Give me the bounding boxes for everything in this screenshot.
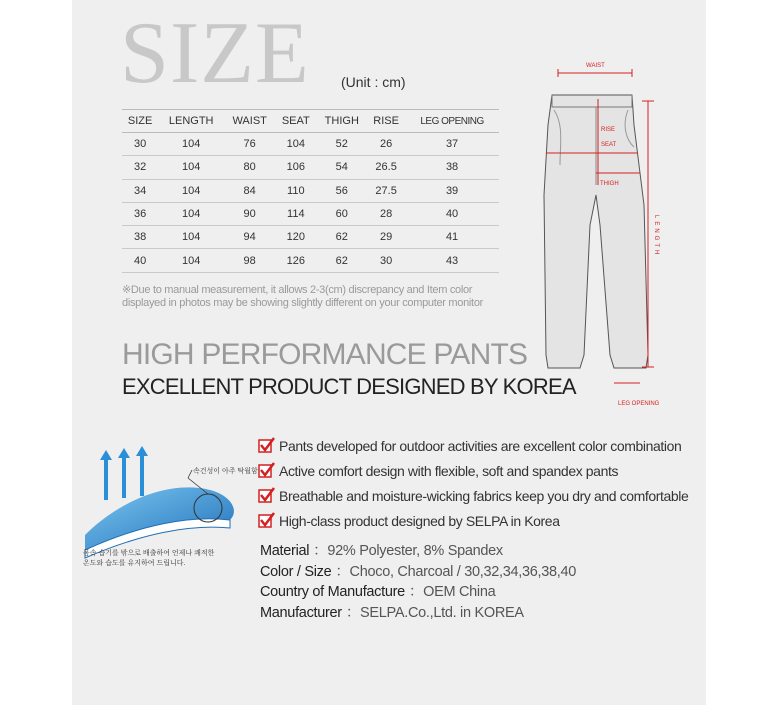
- checkbox-check-icon: [258, 462, 275, 479]
- spec-country: [260, 582, 680, 603]
- leg-opening-label: LEG OPENING: [618, 401, 660, 407]
- table-cell: 28: [367, 202, 405, 225]
- waist-label: WAIST: [586, 63, 605, 69]
- header-waist: WAIST: [224, 110, 275, 133]
- table-cell: 36: [122, 202, 158, 225]
- length-label: LENGTH: [653, 215, 659, 258]
- pants-diagram: [530, 55, 680, 415]
- thigh-label: THIGH: [600, 181, 619, 187]
- unit-label: (Unit : cm): [341, 74, 406, 90]
- feature-list: [258, 433, 698, 533]
- table-cell: 32: [122, 156, 158, 179]
- table-cell: 52: [316, 133, 367, 156]
- table-cell: 110: [275, 179, 316, 202]
- table-row: [122, 133, 499, 156]
- measurement-note: ※Due to manual measurement, it allows 2-3(cm) discrepancy and Item color displayed in photos may be showing slightly different on your computer monitor: [122, 284, 483, 309]
- spec-label: Material: [260, 543, 310, 559]
- table-cell: 104: [158, 249, 224, 272]
- feature-text: Breathable and moisture-wicking fabrics keep you dry and comfortable: [279, 487, 689, 504]
- spec-value: ：OEM China: [408, 584, 496, 600]
- table-cell: 104: [158, 156, 224, 179]
- fabric-caption: 몸속 습기를 밖으로 배출하여 언제나 쾌적한 온도와 습도를 유지하여 드립니다.: [83, 550, 215, 567]
- subheadline: EXCELLENT PRODUCT DESIGNED BY KOREA: [122, 374, 576, 399]
- table-cell: 38: [122, 226, 158, 249]
- feature-text: Pants developed for outdoor activities are excellent color combination: [279, 437, 682, 454]
- table-cell: 40: [405, 202, 499, 225]
- checkbox-check-icon: [258, 487, 275, 504]
- table-cell: 30: [367, 249, 405, 272]
- table-cell: 106: [275, 156, 316, 179]
- table-cell: 62: [316, 249, 367, 272]
- spec-value: ：Choco, Charcoal / 30,32,34,36,38,40: [335, 563, 577, 580]
- header-thigh: THIGH: [316, 110, 367, 133]
- headline: HIGH PERFORMANCE PANTS: [122, 338, 528, 371]
- seat-label: SEAT: [601, 142, 617, 148]
- header-size: SIZE: [122, 110, 158, 133]
- table-cell: 76: [224, 133, 275, 156]
- spec-manufacturer: [260, 603, 680, 624]
- spec-material: [260, 541, 680, 562]
- table-cell: 62: [316, 226, 367, 249]
- list-item: [258, 508, 698, 533]
- feature-text: Active comfort design with flexible, soft and spandex pants: [279, 462, 619, 479]
- fabric-label: 속건성이 아주 탁월함: [193, 468, 258, 475]
- table-cell: 38: [405, 156, 499, 179]
- moisture-arrow-icon: [136, 446, 148, 496]
- table-row: [122, 226, 499, 249]
- spec-label: Color / Size: [260, 563, 332, 580]
- table-cell: 30: [122, 133, 158, 156]
- list-item: [258, 458, 698, 483]
- table-cell: 40: [122, 249, 158, 272]
- rise-label: RISE: [601, 127, 616, 133]
- table-cell: 27.5: [367, 179, 405, 202]
- table-cell: 26.5: [367, 156, 405, 179]
- moisture-arrow-icon: [100, 450, 112, 500]
- table-cell: 98: [224, 249, 275, 272]
- feature-text: High-class product designed by SELPA in Korea: [279, 512, 560, 529]
- table-cell: 41: [405, 226, 499, 249]
- table-cell: 104: [158, 179, 224, 202]
- header-seat: SEAT: [275, 110, 316, 133]
- list-item: [258, 483, 698, 508]
- table-cell: 29: [367, 226, 405, 249]
- table-cell: 126: [275, 249, 316, 272]
- table-cell: 43: [405, 249, 499, 272]
- spec-label: Country of Manufacture: [260, 584, 405, 600]
- table-cell: 26: [367, 133, 405, 156]
- size-title: SIZE: [120, 5, 310, 102]
- table-cell: 60: [316, 202, 367, 225]
- table-cell: 34: [122, 179, 158, 202]
- table-cell: 104: [158, 133, 224, 156]
- table-cell: 56: [316, 179, 367, 202]
- table-cell: 104: [158, 226, 224, 249]
- table-cell: 37: [405, 133, 499, 156]
- table-row: [122, 202, 499, 225]
- spec-color-size: [260, 562, 680, 583]
- checkbox-check-icon: [258, 437, 275, 454]
- table-header-row: [122, 110, 499, 133]
- header-leg-opening: LEG OPENING: [405, 110, 499, 133]
- moisture-arrow-icon: [118, 448, 130, 498]
- header-rise: RISE: [367, 110, 405, 133]
- table-cell: 104: [158, 202, 224, 225]
- spec-value: ：SELPA.Co.,Ltd. in KOREA: [345, 604, 524, 621]
- checkbox-check-icon: [258, 512, 275, 529]
- table-cell: 104: [275, 133, 316, 156]
- table-cell: 114: [275, 202, 316, 225]
- table-cell: 54: [316, 156, 367, 179]
- spec-label: Manufacturer: [260, 604, 342, 621]
- header-length: LENGTH: [158, 110, 224, 133]
- table-cell: 94: [224, 226, 275, 249]
- size-table: [122, 109, 499, 273]
- table-row: [122, 179, 499, 202]
- table-cell: 120: [275, 226, 316, 249]
- spec-value: ：92% Polyester, 8% Spandex: [313, 543, 503, 559]
- table-cell: 39: [405, 179, 499, 202]
- table-cell: 80: [224, 156, 275, 179]
- table-row: [122, 156, 499, 179]
- spec-list: [260, 541, 680, 623]
- list-item: [258, 433, 698, 458]
- table-row: [122, 249, 499, 272]
- callout-line: [188, 470, 192, 478]
- table-cell: 84: [224, 179, 275, 202]
- table-cell: 90: [224, 202, 275, 225]
